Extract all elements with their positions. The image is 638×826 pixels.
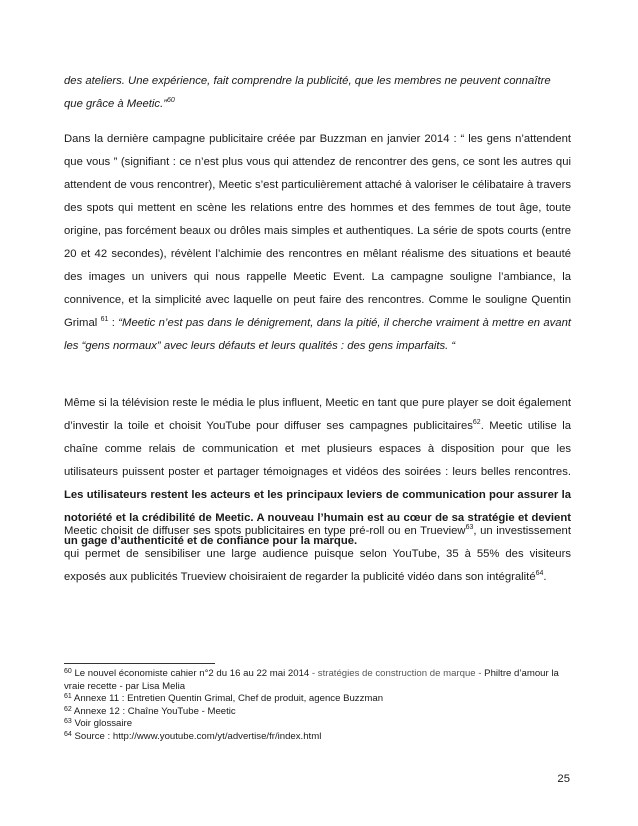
footnote-number: 63 (64, 718, 72, 726)
paragraph-text-1: Meetic choisit de diffuser ses spots publicitaires en type pré-roll ou en Trueview (64, 525, 466, 537)
footnote-ref-60[interactable]: 60 (166, 97, 175, 104)
footnote-ref-62[interactable]: 62 (472, 419, 481, 426)
footnote-ref-61[interactable]: 61 (100, 316, 109, 323)
footnote-text: Source : http://www.youtube.com/yt/advertise/fr/index.html (71, 730, 322, 742)
footnote-number: 61 (64, 693, 72, 701)
footnote-text: Voir glossaire (71, 718, 133, 730)
paragraph-continued-quote (64, 70, 571, 116)
bold-statement: Les utilisateurs restent les acteurs et les principaux leviers de communication pour assurer la notoriété et la crédibilité de Meetic. A nouveau l’humain est au cœur de sa stratégie et devient un gage d’authenticité et de confiance pour la marque. (64, 489, 571, 547)
footnote-number: 62 (64, 705, 72, 713)
paragraph-buzzman-campaign (64, 128, 571, 358)
quote-line-1: des ateliers. Une expérience, fait comprendre la publicité, que les membres ne peuvent connaître (64, 75, 551, 87)
footnote-62 (64, 706, 571, 719)
footnote-60 (64, 668, 571, 693)
paragraph-text-3: . (543, 571, 547, 583)
paragraph-text: Dans la dernière campagne publicitaire créée par Buzzman en janvier 2014 : “ les gens n’attendent que vous ” (signifiant : ce n’est plus vous qui attendez de rencontrer des gens, ce sont les autres qui attendent de vous rencontrer), Meetic s’est particulièrement attaché à valoriser le célibataire à travers des spots qui mettent en scène les relations entre des hommes et des femmes de tout âge, toute origine, pas forcément beaux ou drôles mais simples et authentiques. La série de spots courts (entre 20 et 42 secondes), révèlent l’alchimie des rencontres en mêlant réalisme des situations et beauté des images un univers qui nous rappelle Meetic Event. La campagne souligne l’ambiance, la connivence, et la simplicité avec laquelle on peut faire des rencontres. Comme le souligne Quentin Grimal (64, 133, 571, 329)
paragraph-text-2: . Meetic utilise la chaîne comme relais de communication et met plusieurs espaces à disposition pour que les utilisateurs puissent poster et partager témoignages et vidéos des soirées : leurs belles rencontres. (64, 420, 571, 478)
footnote-text: - stratégies de construction de marque - (311, 668, 485, 679)
footnote-63 (64, 718, 571, 731)
footnote-61 (64, 693, 571, 706)
footnote-64 (64, 731, 571, 744)
footnote-ref-63[interactable]: 63 (465, 524, 474, 531)
footnote-number: 60 (64, 668, 72, 675)
footnote-number: 64 (64, 730, 72, 738)
footnote-text: Philtre d’amour la vraie recette - par Lisa Melia (64, 668, 559, 692)
paragraph-separator: : (108, 317, 119, 329)
page-number: 25 (557, 773, 570, 785)
footnote-divider (64, 663, 215, 664)
quote-line-2: que grâce à Meetic.” (64, 98, 167, 110)
footnote-text: Annexe 12 : Chaîne YouTube - Meetic (71, 705, 236, 717)
footnotes (64, 668, 571, 744)
footnote-ref-64[interactable]: 64 (535, 570, 544, 577)
footnote-text: Le nouvel économiste cahier n°2 du 16 au 22 mai 2014 (71, 668, 312, 679)
grimal-quote: “Meetic n’est pas dans le dénigrement, dans la pitié, il cherche vraiment à mettre en avant les “gens normaux” avec leurs défauts et leurs qualités : des gens imparfaits. “ (64, 317, 572, 352)
paragraph-text-2: , un investissement qui permet de sensibiliser une large audience puisque selon YouTube, 35 à 55% des visiteurs exposés aux publicités Trueview choisiraient de regarder la publicité vidéo dans son intégralité (64, 525, 571, 583)
footnote-text: Annexe 11 : Entretien Quentin Grimal, Chef de produit, agence Buzzman (71, 693, 384, 705)
paragraph-text-1: Même si la télévision reste le média le plus influent, Meetic en tant que pure player se doit également d’investir la toile et choisit YouTube pour diffuser ses campagnes publicitaires (64, 397, 571, 432)
paragraph-trueview (64, 520, 571, 589)
